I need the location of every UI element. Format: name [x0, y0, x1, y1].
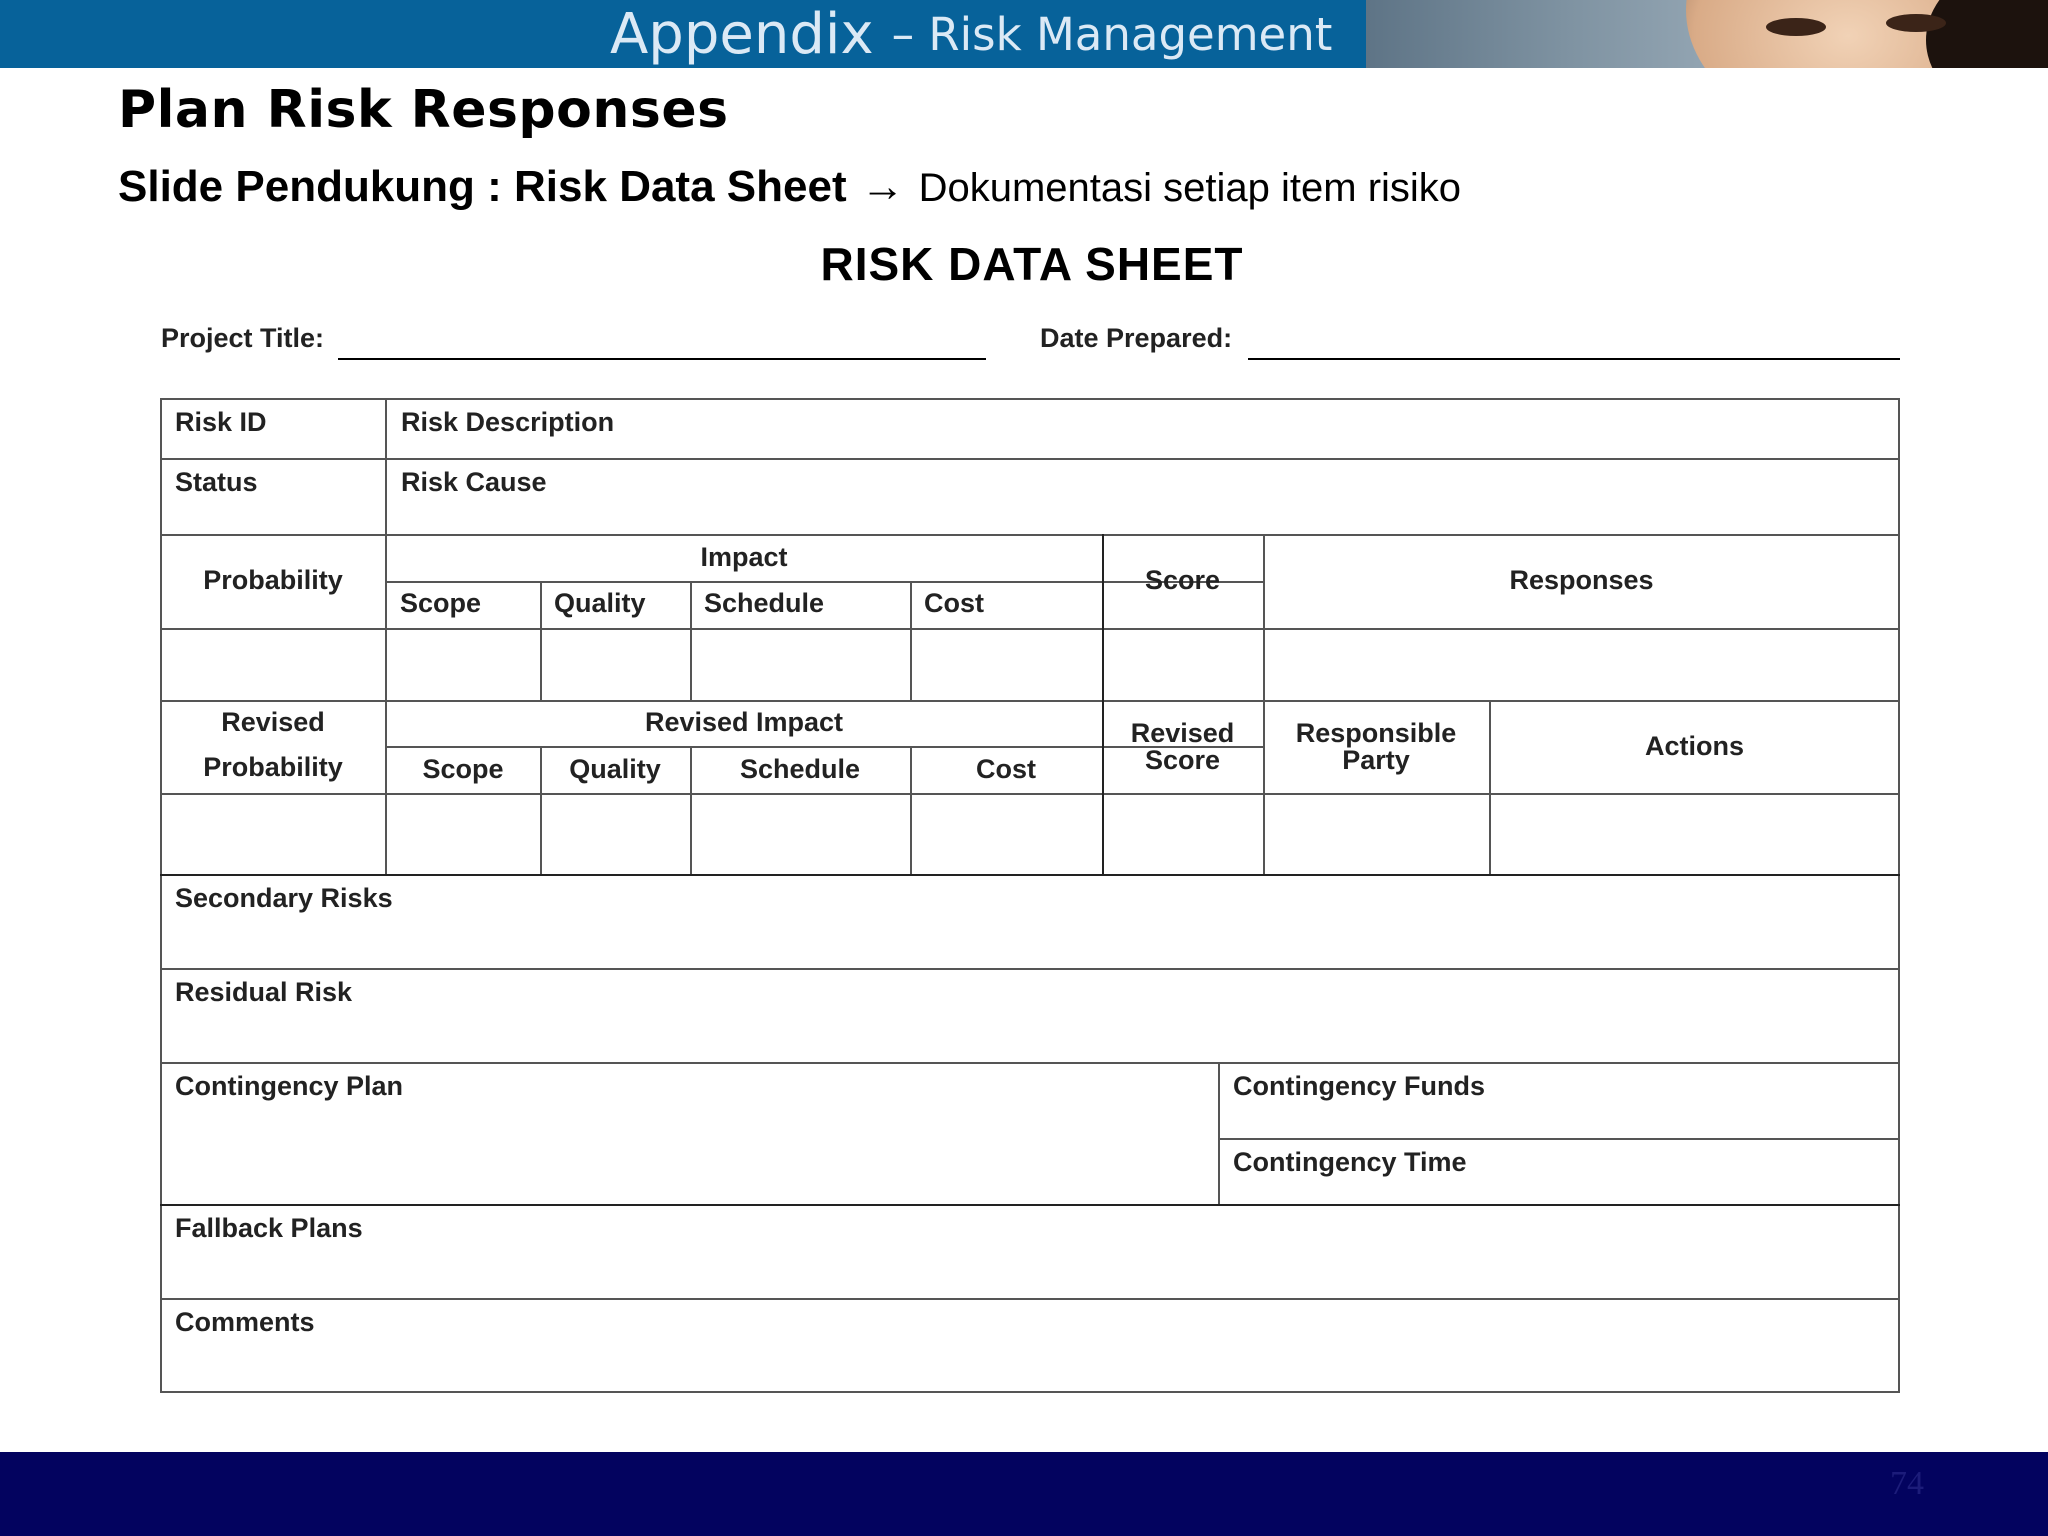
scope-header: Scope: [400, 588, 482, 618]
header-photo: [1366, 0, 2048, 68]
cost-header: Cost: [924, 588, 984, 618]
project-title-line: [338, 358, 986, 360]
slide-title: Plan Risk Responses: [118, 80, 729, 140]
arrow-icon: →: [860, 162, 905, 211]
impact-header: Impact: [700, 541, 788, 572]
responsible-party-line1: Responsible: [1295, 717, 1457, 748]
risk-id-label: Risk ID: [175, 407, 267, 437]
revised-score-header: [1102, 700, 1263, 793]
contingency-plan-label: Contingency Plan: [175, 1071, 404, 1101]
contingency-funds-label: Contingency Funds: [1233, 1071, 1485, 1101]
date-prepared-label: Date Prepared:: [1040, 323, 1233, 353]
status-label: Status: [175, 467, 258, 497]
revised-scope-header: Scope: [422, 753, 504, 784]
header-title-main: Appendix: [610, 1, 874, 67]
header-title-sub: – Risk Management: [891, 7, 1333, 61]
responsible-party-header: [1263, 700, 1489, 793]
schedule-header: Schedule: [704, 588, 825, 618]
risk-data-sheet-form: [160, 398, 1900, 1393]
revised-quality-header: Quality: [569, 753, 661, 784]
revised-impact-header: Revised Impact: [644, 707, 844, 738]
residual-risk-label: Residual Risk: [175, 977, 353, 1007]
header-title: [610, 0, 1332, 68]
risk-description-label: Risk Description: [401, 407, 615, 437]
slide-subtitle: [118, 162, 1461, 212]
revised-label: Revised: [221, 707, 325, 737]
subtitle-text: Dokumentasi setiap item risiko: [918, 166, 1462, 210]
revised-cost-header: Cost: [976, 753, 1036, 784]
score-header: Score: [1144, 565, 1221, 596]
responses-header: Responses: [1509, 565, 1654, 596]
probability-header: Probability: [203, 565, 343, 596]
contingency-time-label: Contingency Time: [1233, 1147, 1467, 1177]
comments-label: Comments: [175, 1307, 315, 1337]
secondary-risks-label: Secondary Risks: [175, 883, 393, 913]
project-title-label: Project Title:: [161, 323, 325, 353]
revised-schedule-header: Schedule: [739, 753, 861, 784]
page-number: 74: [1890, 1465, 1924, 1502]
responsible-party-line2: Party: [1342, 744, 1410, 775]
risk-cause-label: Risk Cause: [401, 467, 547, 497]
actions-header: Actions: [1644, 730, 1744, 761]
revised-score-line1: Revised: [1130, 717, 1235, 748]
revised-probability-label: Probability: [203, 752, 343, 782]
revised-score-line2: Score: [1144, 744, 1221, 775]
quality-header: Quality: [554, 588, 646, 618]
subtitle-bold: Slide Pendukung : Risk Data Sheet: [118, 162, 847, 211]
date-prepared-line: [1248, 358, 1900, 360]
footer-band: [0, 1452, 2048, 1536]
sheet-title: RISK DATA SHEET: [820, 238, 1244, 290]
fallback-plans-label: Fallback Plans: [175, 1213, 363, 1243]
